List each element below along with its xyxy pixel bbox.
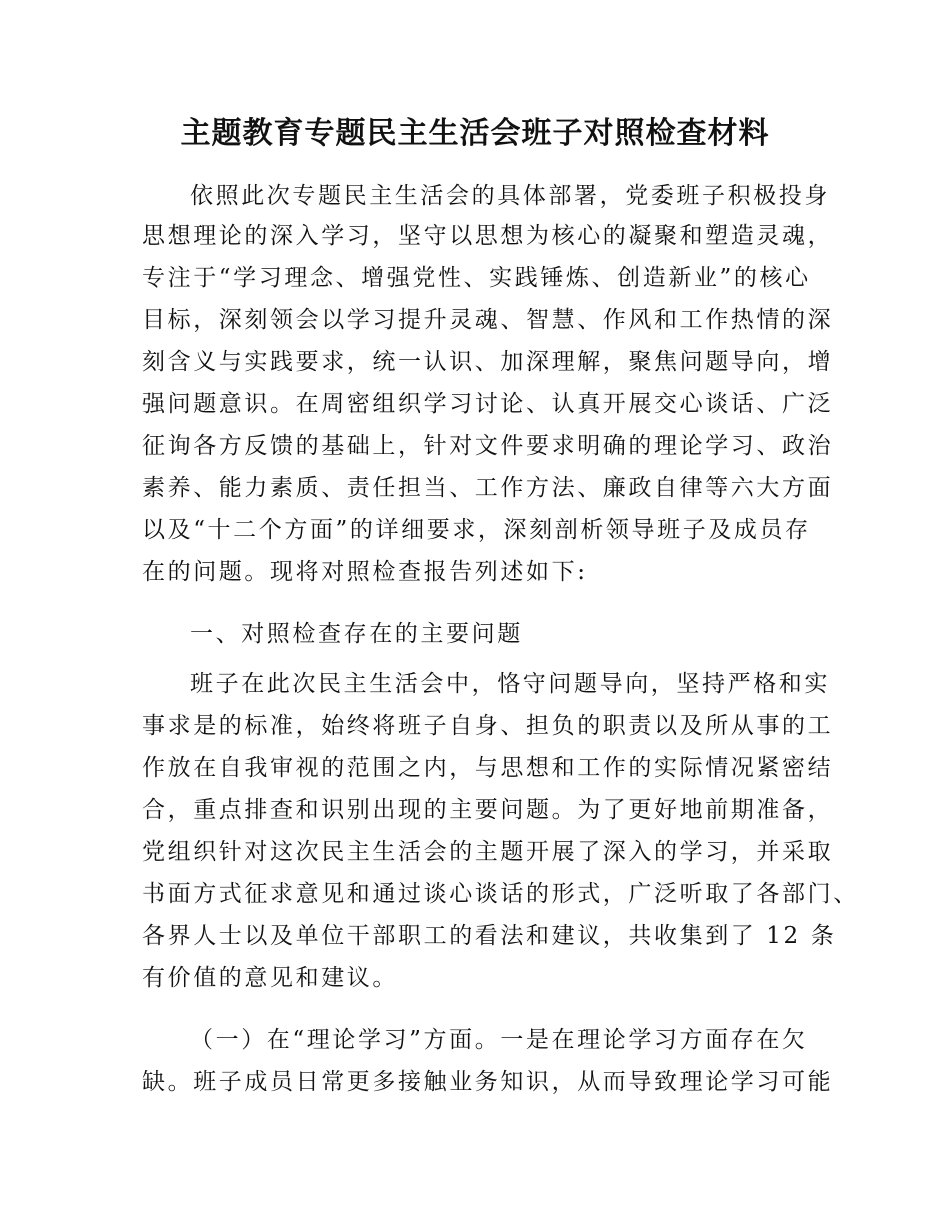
paragraph-line: 各界人士以及单位干部职工的看法和建议，共收集到了 12 条 bbox=[142, 923, 837, 949]
paragraph-line: 专注于“学习理念、增强党性、实践锤炼、创造新业”的核心 bbox=[142, 265, 811, 291]
paragraph-line: 在的问题。现将对照检查报告列述如下: bbox=[142, 559, 588, 585]
paragraph-line: 依照此次专题民主生活会的具体部署，党委班子积极投身 bbox=[190, 183, 830, 209]
paragraph-line: 征询各方反馈的基础上，针对文件要求明确的理论学习、政治 bbox=[142, 433, 834, 459]
document-title: 主题教育专题民主生活会班子对照检查材料 bbox=[180, 116, 770, 151]
paragraph-line: 作放在自我审视的范围之内，与思想和工作的实际情况紧密结 bbox=[142, 755, 834, 781]
paragraph-line: 缺。班子成员日常更多接触业务知识，从而导致理论学习可能 bbox=[142, 1069, 834, 1095]
paragraph-line: 思想理论的深入学习，坚守以思想为核心的凝聚和塑造灵魂， bbox=[142, 223, 834, 249]
paragraph-line: 合，重点排查和识别出现的主要问题。为了更好地前期准备， bbox=[142, 797, 834, 823]
paragraph-line: 素养、能力素质、责任担当、工作方法、廉政自律等六大方面 bbox=[142, 475, 834, 501]
paragraph-line: 强问题意识。在周密组织学习讨论、认真开展交心谈话、广泛 bbox=[142, 391, 834, 417]
paragraph-line: 以及“十二个方面”的详细要求，深刻剖析领导班子及成员存 bbox=[142, 517, 811, 543]
paragraph-line: 事求是的标准，始终将班子自身、担负的职责以及所从事的工 bbox=[142, 713, 834, 739]
paragraph-line: 班子在此次民主生活会中，恪守问题导向，坚持严格和实 bbox=[190, 671, 830, 697]
paragraph-line: 目标，深刻领会以学习提升灵魂、智慧、作风和工作热情的深 bbox=[142, 307, 834, 333]
paragraph-line: 党组织针对这次民主生活会的主题开展了深入的学习，并采取 bbox=[142, 839, 834, 865]
section-heading: 一、对照检查存在的主要问题 bbox=[190, 621, 523, 647]
paragraph-line: 刻含义与实践要求，统一认识、加深理解，聚焦问题导向，增 bbox=[142, 349, 834, 375]
paragraph-line: 书面方式征求意见和通过谈心谈话的形式，广泛听取了各部门、 bbox=[142, 881, 859, 907]
paragraph-line: 有价值的意见和建议。 bbox=[142, 965, 398, 991]
subsection-line: （一）在“理论学习”方面。一是在理论学习方面存在欠 bbox=[190, 1027, 808, 1053]
